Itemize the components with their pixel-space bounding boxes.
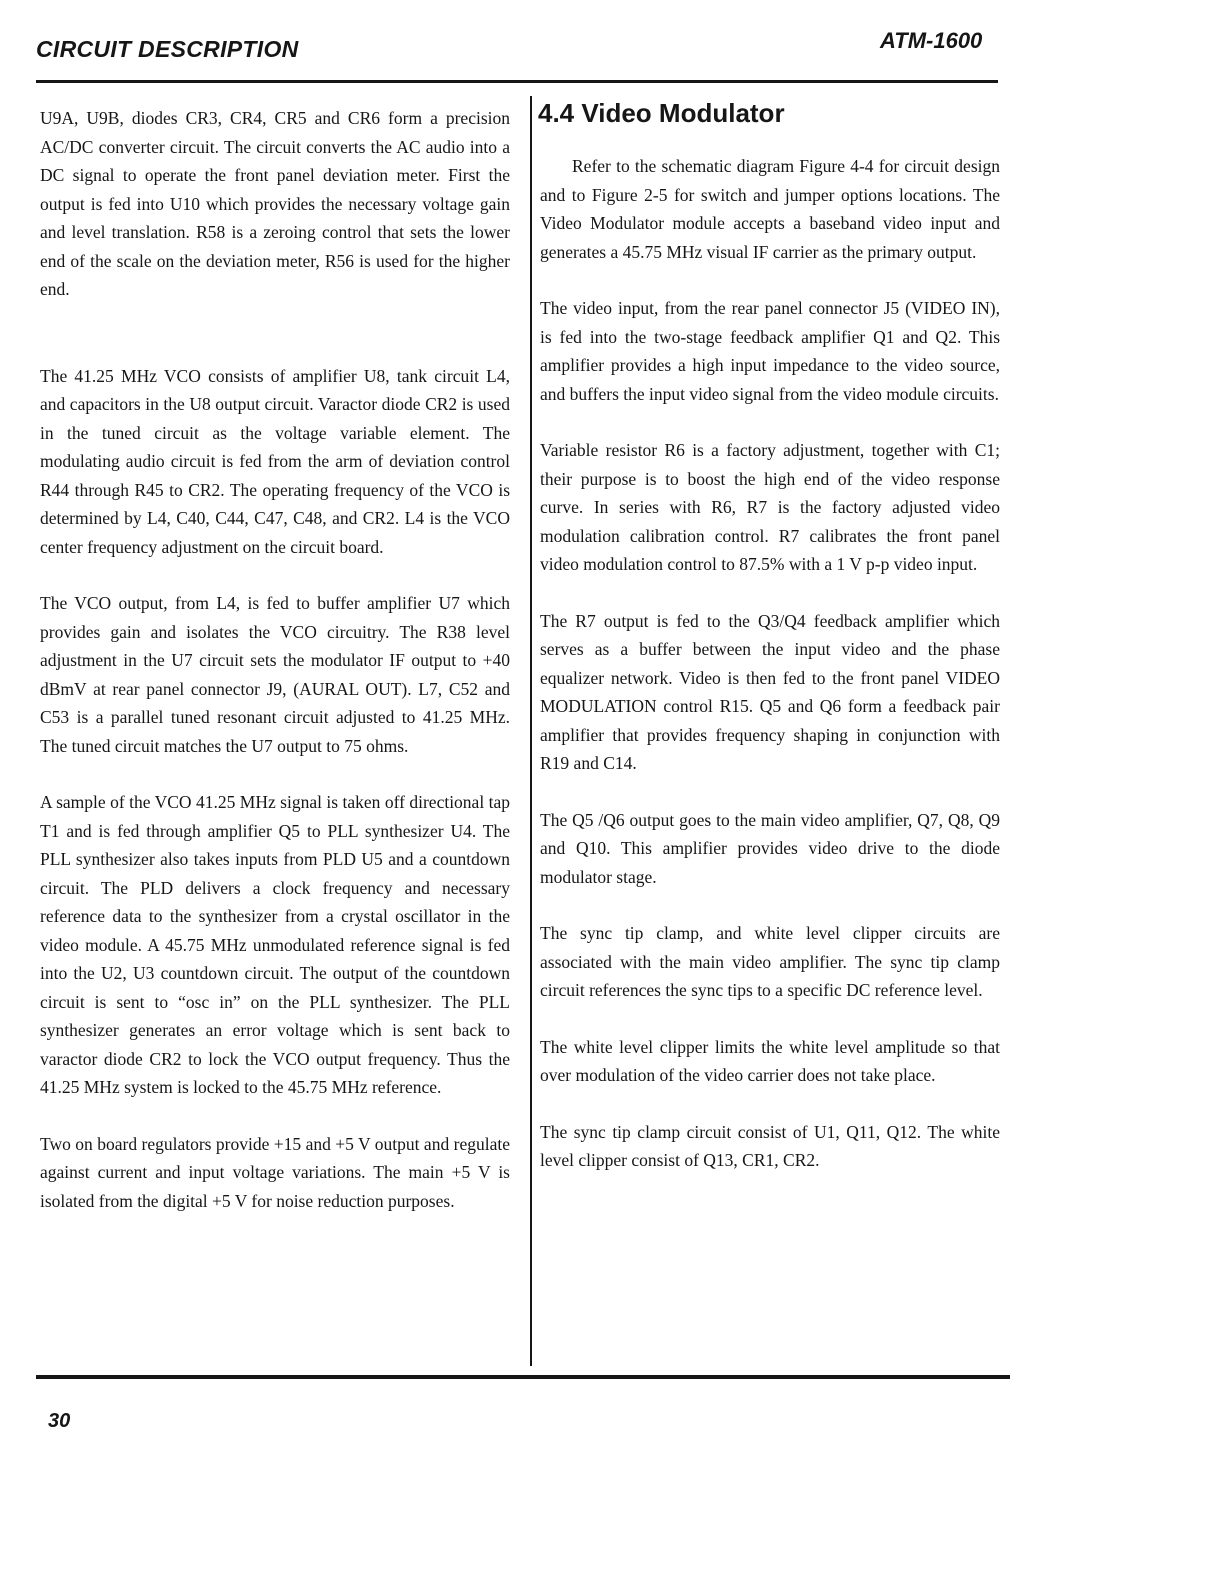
paragraph-regulators: Two on board regulators provide +15 and +5 V output and regulate against current and input voltage variations. The main +5 V is isolated from the digital +5 V for noise reduction purposes. <box>40 1133 510 1211</box>
column-divider <box>530 96 532 1366</box>
right-column <box>540 152 1000 1175</box>
left-column <box>40 104 510 1215</box>
section-header: CIRCUIT DESCRIPTION <box>36 36 299 62</box>
paragraph-intro: Refer to the schematic diagram Figure 4-4 for circuit design and to Figure 2-5 for switch and jumper options locations. The Video Modulator module accepts a baseband video input and generates a 45.75 MHz visual IF carrier as the primary output. <box>540 156 1000 262</box>
paragraph-sync-tip-clamp: The sync tip clamp, and white level clipper circuits are associated with the main video amplifier. The sync tip clamp circuit references the sync tips to a specific DC reference level. <box>540 923 1000 1000</box>
model-header: ATM-1600 <box>880 28 983 53</box>
paragraph-clamp-components: The sync tip clamp circuit consist of U1, Q11, Q12. The white level clipper consist of Q13, CR1, CR2. <box>540 1121 1000 1170</box>
paragraph-video-input: The video input, from the rear panel connector J5 (VIDEO IN), is fed into the two-stage feedback amplifier Q1 and Q2. This amplifier provides a high input impedance to the video source, and buffers the input video signal from the video module circuits. <box>540 298 1000 404</box>
paragraph-pll: A sample of the VCO 41.25 MHz signal is taken off directional tap T1 and is fed through amplifier Q5 to PLL synthesizer U4. The PLL synthesizer also takes inputs from PLD U5 and a countdown circuit. The PLD delivers a clock frequency and necessary reference data to the synthesizer from a crystal oscillator in the video module. A 45.75 MHz unmodulated reference signal is fed into the U2, U3 countdown circuit. The output of the countdown circuit is sent to “osc in” on the PLL synthesizer. The PLL synthesizer generates an error voltage which is sent back to varactor diode CR2 to lock the VCO output frequency. Thus the 41.25 MHz system is locked to the 45.75 MHz reference. <box>40 792 510 1097</box>
section-title: 4.4 Video Modulator <box>538 98 785 128</box>
paragraph-white-level-clipper: The white level clipper limits the white level amplitude so that over modulation of the video carrier does not take place. <box>540 1036 1000 1085</box>
page-number: 30 <box>48 1410 71 1432</box>
paragraph-r6-adjustment: Variable resistor R6 is a factory adjustment, together with C1; their purpose is to boost the high end of the video response curve. In series with R6, R7 is the factory adjusted video modulation calibration control. R7 calibrates the front panel video modulation control to 87.5% with a 1 V p-p video input. <box>540 440 1000 574</box>
paragraph-q5-q6-output: The Q5 /Q6 output goes to the main video amplifier, Q7, Q8, Q9 and Q10. This amplifier provides video drive to the diode modulator stage. <box>540 809 1000 887</box>
bottom-rule <box>36 1375 1010 1379</box>
paragraph-vco: The 41.25 MHz VCO consists of amplifier U8, tank circuit L4, and capacitors in the U8 output circuit. Varactor diode CR2 is used in the tuned circuit as the voltage variable element. The modulating audio circuit is fed from the arm of deviation control R44 through R45 to CR2. The operating frequency of the VCO is determined by L4, C40, C44, C47, C48, and CR2. L4 is the VCO center frequency adjustment on the circuit board. <box>40 365 510 557</box>
paragraph-r7-output: The R7 output is fed to the Q3/Q4 feedback amplifier which serves as a buffer between the input video and the phase equalizer network. Video is then fed to the front panel VIDEO MODULATION control R15. Q5 and Q6 form a feedback pair amplifier that provides frequency shaping in conjunction with R19 and C14. <box>540 610 1000 773</box>
paragraph-vco-output: The VCO output, from L4, is fed to buffer amplifier U7 which provides gain and isolates the VCO circuitry. The R38 level adjustment in the U7 circuit sets the modulator IF output to +40 dBmV at rear panel connector J9, (AURAL OUT). L7, C52 and C53 is a parallel tuned resonant circuit adjusted to 41.25 MHz. The tuned circuit matches the U7 output to 75 ohms. <box>40 593 510 756</box>
top-rule <box>36 80 998 83</box>
paragraph-ac-dc-converter: U9A, U9B, diodes CR3, CR4, CR5 and CR6 form a precision AC/DC converter circuit. The circuit converts the AC audio into a DC signal to operate the front panel deviation meter. First the output is fed into U10 which provides the necessary voltage gain and level translation. R58 is a zeroing control that sets the lower end of the scale on the deviation meter, R56 is used for the higher end. <box>40 108 510 299</box>
